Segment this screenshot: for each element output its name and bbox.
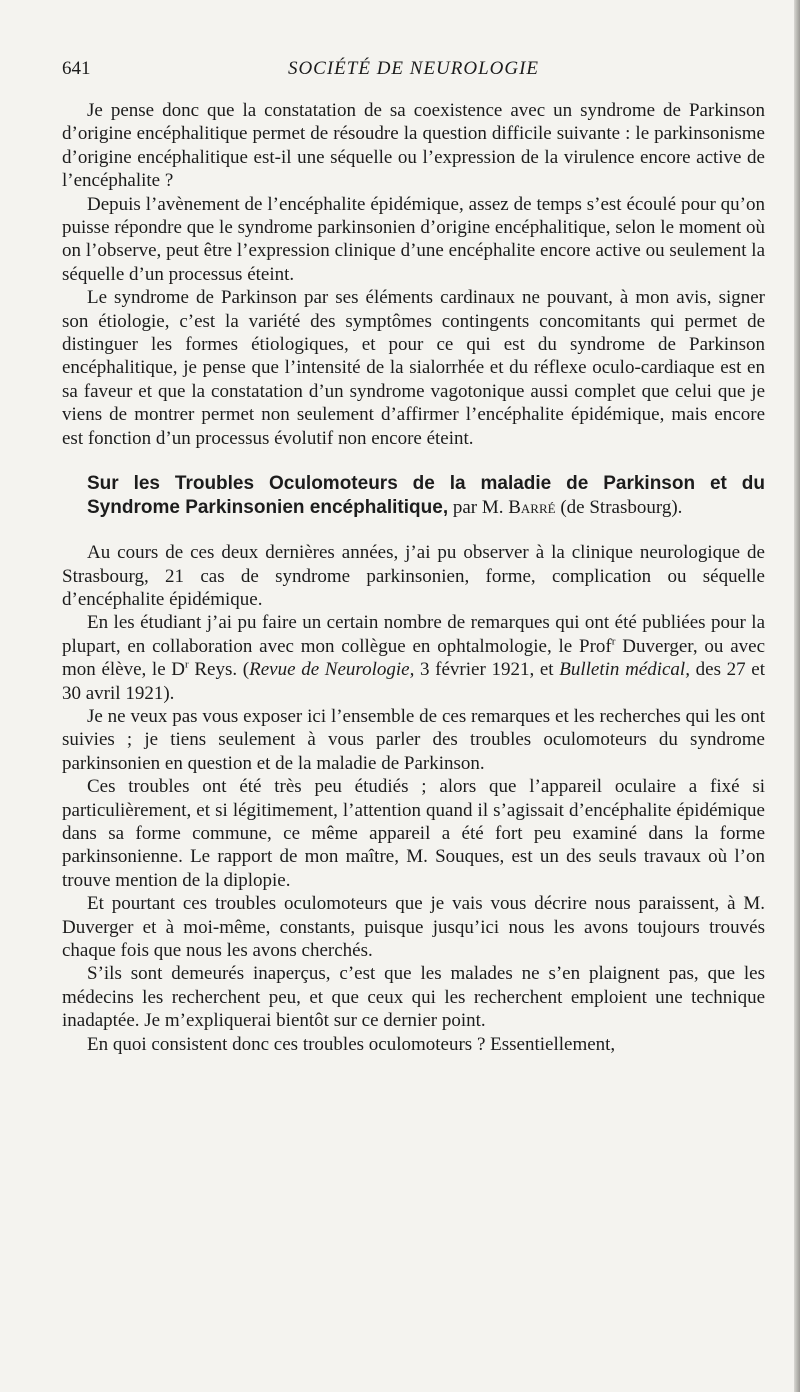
page-edge-shadow <box>794 0 800 1392</box>
paragraph: Ces troubles ont été très peu étudiés ; alors que l’appareil oculaire a fixé si particulièrement, et si légitimement, l’attention quand il s’agissait d’encéphalite épidémique dans sa forme commune, ce même appareil a été fort peu examiné dans la forme parkinsonienne. Le rapport de mon maître, M. Souques, est un des seuls travaux où l’on trouve mention de la diplopie. <box>62 776 765 891</box>
text-run: 3 février 1921, et <box>414 659 560 681</box>
text-run: En les étudiant j’ai pu faire un certain nombre de remarques qui ont été publiées pour la plupart, en collaboration avec mon collègue en ophtalmologie, le Prof <box>62 612 765 657</box>
paragraph: S’ils sont demeurés inaperçus, c’est que les malades ne s’en plaignent pas, que les médecins les recherchent peu, et que ceux qui les recherchent emploient une technique inadaptée. Je m’expliquerai bientôt sur ce dernier point. <box>62 963 765 1032</box>
heading-by: par M. <box>448 496 509 518</box>
text-run: des 27 et 30 avril 1921). <box>62 659 765 704</box>
superscript: r <box>185 658 189 671</box>
citation-journal: Bulletin médical, <box>559 659 690 681</box>
article-title: Sur les Troubles Oculomoteurs de la maladie de Parkinson et du Syndrome Parkinsonien encéphalitique, <box>87 473 765 518</box>
page-number: 641 <box>62 58 91 79</box>
paragraph: Je pense donc que la constatation de sa coexistence avec un syndrome de Parkinson d’origine encéphalitique permet de résoudre la question difficile suivante : le parkinsonisme d’origine encéphalitique est-il une séquelle ou l’expression de la virulence encore active de l’encéphalite ? <box>62 100 765 192</box>
paragraph: Au cours de ces deux dernières années, j’ai pu observer à la clinique neurologique de Strasbourg, 21 cas de syndrome parkinsonien, forme, complication ou séquelle d’encéphalite épidémique. <box>62 542 765 610</box>
section-previous-article <box>62 99 765 450</box>
text-run: Reys. ( <box>188 659 250 681</box>
author-name: Barré <box>508 496 556 518</box>
text-run: Duverger, ou avec mon élève, le D <box>62 635 766 681</box>
citation-journal: Revue de Neurologie, <box>249 659 415 681</box>
running-head <box>62 58 765 88</box>
section-article-body <box>62 541 765 1056</box>
paragraph: Je ne veux pas vous exposer ici l’ensemble de ces remarques et les recherches qui les ont suivies ; je tiens seulement à vous parler des troubles oculomoteurs du syndrome parkinsonien en question et de la maladie de Parkinson. <box>62 705 765 774</box>
document-page <box>62 58 765 1056</box>
paragraph: Depuis l’avènement de l’encéphalite épidémique, assez de temps s’est écoulé pour qu’on puisse répondre que le syndrome parkinsonien d’origine encéphalitique, selon le moment où on l’observe, peut être l’expression clinique d’une encéphalite encore active ou seulement la séquelle d’un processus éteint. <box>62 193 765 285</box>
author-affiliation: (de Strasbourg). <box>555 496 683 518</box>
paragraph: Le syndrome de Parkinson par ses éléments cardinaux ne pouvant, à mon avis, signer son étiologie, c’est la variété des symptômes contingents concomitants qui permet de distinguer les formes étiologiques, et pour ce qui est du syndrome de Parkinson encéphalitique, je pense que l’intensité de la sialorrhée et du réflexe oculo-cardiaque est en sa faveur et que la constatation d’un syndrome vagotonique aussi complet que celui que je viens de montrer permet non seulement d’affirmer l’encéphalite épidémique, mais encore est fonction d’un processus évolutif non encore éteint. <box>62 287 765 449</box>
paragraph <box>62 611 765 705</box>
superscript: r <box>611 635 616 648</box>
journal-title: SOCIÉTÉ DE NEUROLOGIE <box>287 58 540 79</box>
paragraph: En quoi consistent donc ces troubles oculomoteurs ? Essentiellement, <box>87 1033 616 1055</box>
article-heading <box>62 472 765 519</box>
paragraph: Et pourtant ces troubles oculomoteurs que je vais vous décrire nous paraissent, à M. Duverger et à moi-même, constants, puisque jusqu’ici nous les avons toujours trouvés chaque fois que nous les avons cherchés. <box>62 893 765 961</box>
